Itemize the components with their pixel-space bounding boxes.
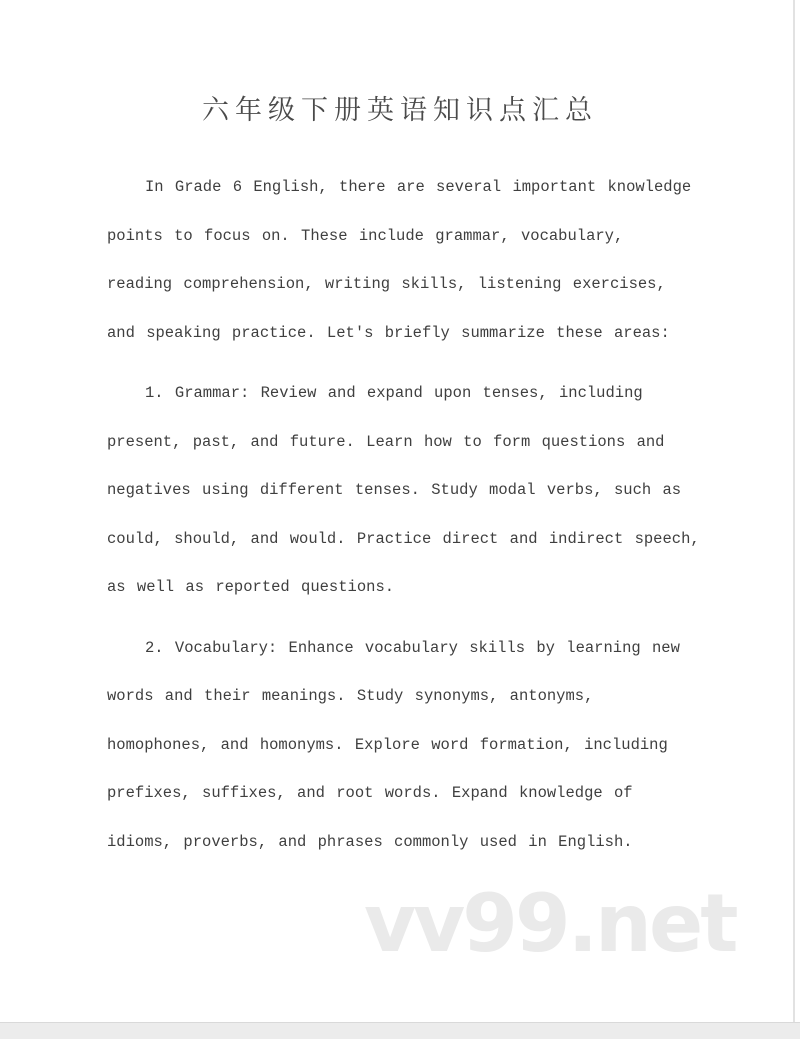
text-line: reading comprehension, writing skills, listening exercises, bbox=[107, 275, 666, 293]
document-title: 六年级下册英语知识点汇总 bbox=[202, 95, 598, 125]
text-line: In Grade 6 English, there are several important knowledge bbox=[145, 178, 692, 196]
text-line: 1. Grammar: Review and expand upon tenses, including bbox=[145, 384, 643, 402]
text-line: points to focus on. These include grammar, vocabulary, bbox=[107, 226, 624, 245]
watermark-text: vv99.net bbox=[364, 877, 736, 970]
text-line: could, should, and would. Practice direct and indirect speech, bbox=[107, 529, 700, 548]
document-body bbox=[107, 163, 700, 866]
text-line: words and their meanings. Study synonyms, antonyms, bbox=[107, 687, 594, 705]
text-line: idioms, proverbs, and phrases commonly used in English. bbox=[107, 832, 633, 851]
text-line: as well as reported questions. bbox=[107, 578, 395, 596]
text-line: and speaking practice. Let's briefly summarize these areas: bbox=[107, 323, 670, 342]
paragraph bbox=[107, 624, 697, 867]
text-line: homophones, and homonyms. Explore word formation, including bbox=[107, 735, 668, 754]
text-line: 2. Vocabulary: Enhance vocabulary skills by learning new bbox=[145, 638, 680, 657]
text-line: present, past, and future. Learn how to form questions and bbox=[107, 432, 665, 451]
text-line: prefixes, suffixes, and root words. Expand knowledge of bbox=[107, 784, 633, 802]
page-right-edge-divider bbox=[793, 0, 795, 1039]
paragraph bbox=[107, 369, 700, 612]
paragraph bbox=[107, 163, 697, 357]
footer-band bbox=[0, 1022, 800, 1039]
text-line: negatives using different tenses. Study modal verbs, such as bbox=[107, 481, 682, 499]
